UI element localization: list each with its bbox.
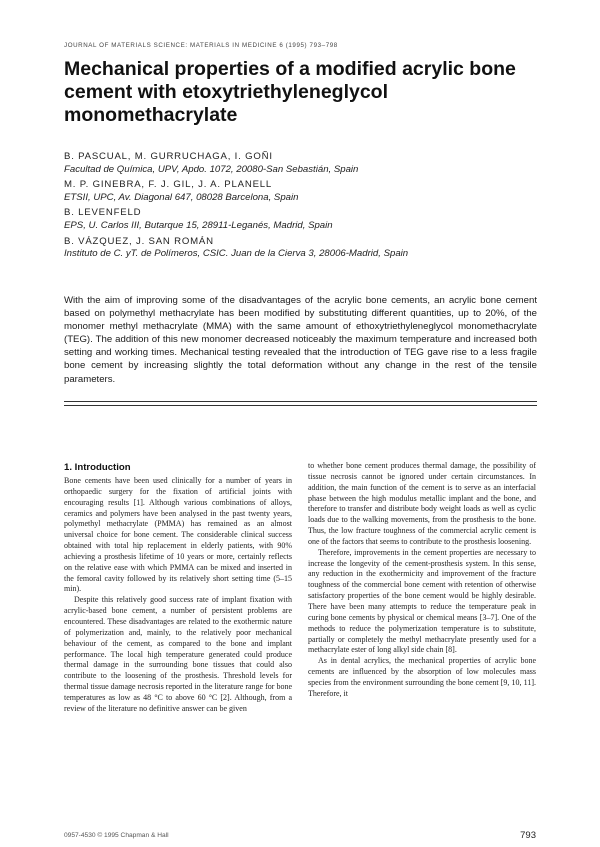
body-paragraph: Bone cements have been used clinically for a number of years in orthopaedic surgery for the fixation of artificial joints with encouraging results [1]. Although various combinations of alloys, ceramics and polymers have been analysed in the past twenty years, polymethyl methacrylate (PMMA) has remained as an almost universal choice for bone cement. The considerable clinical success obtained with total hip replacement in elderly patients, with 90% achieving a prosthesis lifetime of 10 years or more, certainly reflects on the relative ease with which PMMA can be mixed and inserted in the femoral cavity followed by its relatively short setting time (5–15 min). [64, 476, 292, 594]
author-names: B. PASCUAL, M. GURRUCHAGA, I. GOÑI [64, 151, 273, 162]
page-number: 793 [520, 830, 536, 841]
abstract: With the aim of improving some of the disadvantages of the acrylic bone cements, an acrylic bone cement based on polymethyl methacrylate has been modified by substituting different quantities, up to 20%, of the monomer methyl methacrylate (MMA) with the same amount of ethoxytriethyleneglycol monomethacrylate (TEG). The addition of this new monomer decreased noticeably the maximum temperature and increased both setting and working times. Mechanical testing revealed that the introduction of TEG gave rise to a less fragile bone cement by increasing slightly the total deformation without any change in the rest of the tensile parameters. [64, 295, 537, 385]
section-heading: 1. Introduction [64, 462, 131, 473]
article-title: Mechanical properties of a modified acrylic bone cement with etoxytriethyleneglycol monomethacrylate [64, 58, 516, 126]
body-paragraph: As in dental acrylics, the mechanical properties of acrylic bone cements are influenced by the absorption of low molecules mass species from the environment surrounding the bone cement [9, 10, 11]. Therefore, it [308, 656, 536, 698]
body-column-left [64, 461, 292, 715]
abstract-rule-bottom [64, 405, 537, 406]
affiliation-block [64, 207, 534, 232]
journal-header: JOURNAL OF MATERIALS SCIENCE: MATERIALS IN MEDICINE 6 (1995) 793–798 [64, 42, 338, 49]
author-names: M. P. GINEBRA, F. J. GIL, J. A. PLANELL [64, 179, 273, 191]
author-affiliations [64, 151, 534, 261]
body-column-right [308, 461, 536, 700]
body-paragraph: Therefore, improvements in the cement properties are necessary to increase the longevity of the cement-prosthesis system. In this sense, any reduction in the exothermicity and improvement of the fracture toughness of the commercial bone cement with retention of otherwise satisfactory properties of the bone cement would be highly desirable. There have been many attempts to reduce the temperature peak in curing bone cements by physical or chemical means [3–7]. One of the methods to reduce the polymerization temperature is to substitute, partially or completely the methyl methacrylate presently used for a methacrylate ester of long alkyl side chain [8]. [308, 547, 536, 655]
abstract-rule-top [64, 401, 537, 402]
author-institution: Instituto de C. yT. de Polímeros, CSIC. Juan de la Cierva 3, 28006-Madrid, Spain [64, 248, 409, 260]
affiliation-block [64, 179, 534, 204]
author-institution: Facultad de Química, UPV, Apdo. 1072, 20080-San Sebastián, Spain [64, 163, 359, 175]
author-names: B. LEVENFELD [64, 207, 142, 219]
body-paragraph: Despite this relatively good success rate of implant fixation with acrylic-based bone cement, a number of persistent problems are encountered. These disadvantages are related to the exothermic nature of polymerization and, mainly, to the relatively poor mechanical behaviour of the cement, as compared to the bone and implant performance. The local high temperature generated could produce thermal damage in the surrounding bone tissues that could also contribute to the loosening of the prosthesis. Threshold levels for thermal tissue damage necrosis reported in the literature range for bone temperatures as low as 48 °C to above 60 °C [2]. Although, from a review of the literature no definitive answer can be given [64, 595, 292, 713]
body-paragraph: to whether bone cement produces thermal damage, the possibility of tissue necrosis cannot be ignored under certain circumstances. In addition, the main function of the cement is to serve as an interfacial phase between the high modulus metallic implant and the bone, and therefore to transfer and distribute body weight loads as well as cyclic loads due to the walking movements, from the prosthesis to the bone. Thus, the low fracture toughness of the commercial acrylic cement is one of the factors that seems to contribute to the prosthesis loosening. [308, 461, 536, 546]
author-names: B. VÁZQUEZ, J. SAN ROMÁN [64, 235, 214, 247]
affiliation-block [64, 151, 534, 176]
affiliation-block [64, 236, 534, 261]
author-institution: EPS, U. Carlos III, Butarque 15, 28911-Leganés, Madrid, Spain [64, 219, 333, 231]
copyright-footer: 0957-4530 © 1995 Chapman & Hall [64, 832, 169, 839]
author-institution: ETSII, UPC, Av. Diagonal 647, 08028 Barcelona, Spain [64, 191, 299, 203]
